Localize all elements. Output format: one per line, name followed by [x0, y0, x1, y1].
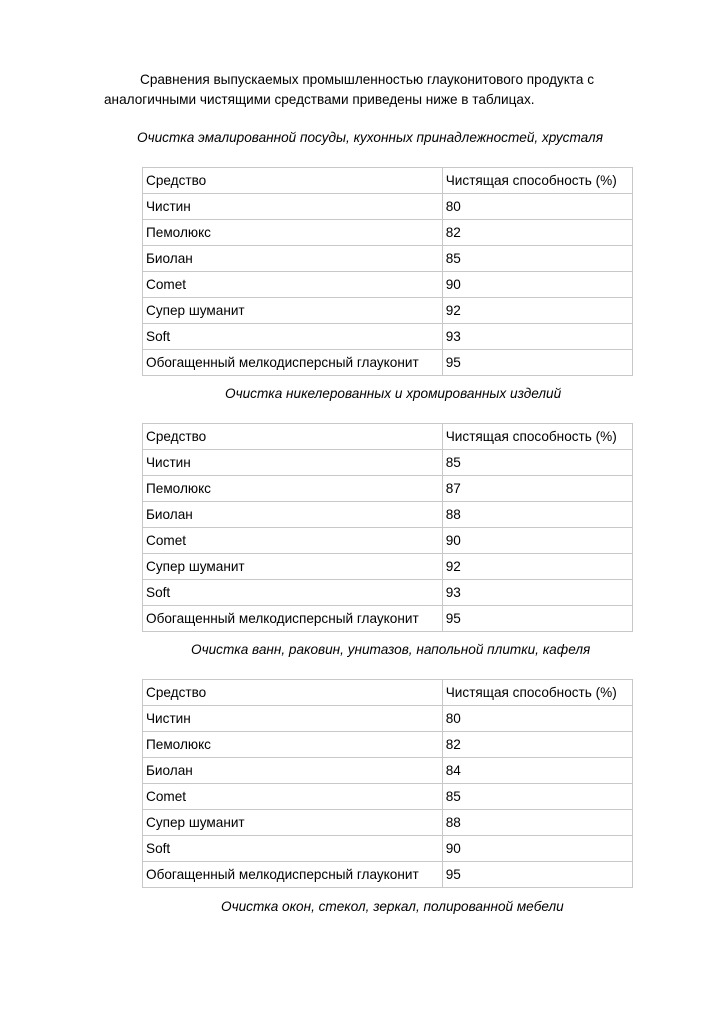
value-cell: 87: [442, 476, 632, 502]
table-row: [143, 272, 633, 298]
value-cell: 90: [442, 528, 632, 554]
intro-line-2: аналогичными чистящими средствами приведены ниже в таблицах.: [104, 92, 535, 107]
product-cell: Soft: [143, 836, 443, 862]
value-cell: 80: [442, 194, 632, 220]
value-cell: 95: [442, 862, 632, 888]
header-product: Средство: [143, 424, 443, 450]
table-row: [143, 836, 633, 862]
header-cleaning-ability: Чистящая способность (%): [442, 424, 632, 450]
table-row: [143, 350, 633, 376]
value-cell: 92: [442, 554, 632, 580]
product-cell: Soft: [143, 580, 443, 606]
product-cell: Супер шуманит: [143, 810, 443, 836]
value-cell: 95: [442, 606, 632, 632]
table-row: [143, 810, 633, 836]
table-row: [143, 450, 633, 476]
value-cell: 85: [442, 246, 632, 272]
value-cell: 90: [442, 836, 632, 862]
value-cell: 84: [442, 758, 632, 784]
value-cell: 88: [442, 502, 632, 528]
value-cell: 82: [442, 732, 632, 758]
product-cell: Soft: [143, 324, 443, 350]
table-row: [143, 732, 633, 758]
product-cell: Биолан: [143, 246, 443, 272]
product-cell: Comet: [143, 528, 443, 554]
product-cell: Пемолюкс: [143, 732, 443, 758]
header-product: Средство: [143, 168, 443, 194]
table-caption-3: Очистка ванн, раковин, унитазов, напольной плитки, кафеля: [191, 642, 591, 657]
product-cell: Обогащенный мелкодисперсный глауконит: [143, 606, 443, 632]
table-row: [143, 706, 633, 732]
product-cell: Биолан: [143, 502, 443, 528]
product-cell: Comet: [143, 272, 443, 298]
table-row: [143, 528, 633, 554]
cleaning-table-1: [142, 167, 633, 376]
product-cell: Пемолюкс: [143, 476, 443, 502]
product-cell: Чистин: [143, 194, 443, 220]
header-product: Средство: [143, 680, 443, 706]
table-row: [143, 194, 633, 220]
table-caption-4: Очистка окон, стекол, зеркал, полированной мебели: [221, 899, 564, 914]
product-cell: Супер шуманит: [143, 554, 443, 580]
value-cell: 85: [442, 784, 632, 810]
table-row: [143, 784, 633, 810]
header-cleaning-ability: Чистящая способность (%): [442, 680, 632, 706]
value-cell: 93: [442, 580, 632, 606]
product-cell: Comet: [143, 784, 443, 810]
table-row: [143, 758, 633, 784]
cleaning-table-2: [142, 423, 633, 632]
product-cell: Обогащенный мелкодисперсный глауконит: [143, 350, 443, 376]
header-cleaning-ability: Чистящая способность (%): [442, 168, 632, 194]
table-row: [143, 324, 633, 350]
product-cell: Обогащенный мелкодисперсный глауконит: [143, 862, 443, 888]
value-cell: 88: [442, 810, 632, 836]
table-row: [143, 298, 633, 324]
intro-line-1: Сравнения выпускаемых промышленностью глауконитового продукта с: [140, 72, 594, 87]
product-cell: Чистин: [143, 450, 443, 476]
table-header-row: [143, 168, 633, 194]
table-row: [143, 862, 633, 888]
cleaning-table-3: [142, 679, 633, 888]
table-row: [143, 476, 633, 502]
table-row: [143, 220, 633, 246]
product-cell: Пемолюкс: [143, 220, 443, 246]
value-cell: 80: [442, 706, 632, 732]
table-row: [143, 502, 633, 528]
value-cell: 90: [442, 272, 632, 298]
product-cell: Супер шуманит: [143, 298, 443, 324]
value-cell: 85: [442, 450, 632, 476]
table-row: [143, 606, 633, 632]
table-header-row: [143, 680, 633, 706]
value-cell: 93: [442, 324, 632, 350]
product-cell: Биолан: [143, 758, 443, 784]
value-cell: 92: [442, 298, 632, 324]
table-caption-1: Очистка эмалированной посуды, кухонных принадлежностей, хрусталя: [137, 130, 603, 145]
table-row: [143, 246, 633, 272]
product-cell: Чистин: [143, 706, 443, 732]
table-row: [143, 580, 633, 606]
table-header-row: [143, 424, 633, 450]
value-cell: 95: [442, 350, 632, 376]
table-row: [143, 554, 633, 580]
intro-paragraph: [104, 70, 644, 110]
value-cell: 82: [442, 220, 632, 246]
table-caption-2: Очистка никелерованных и хромированных изделий: [225, 386, 562, 401]
